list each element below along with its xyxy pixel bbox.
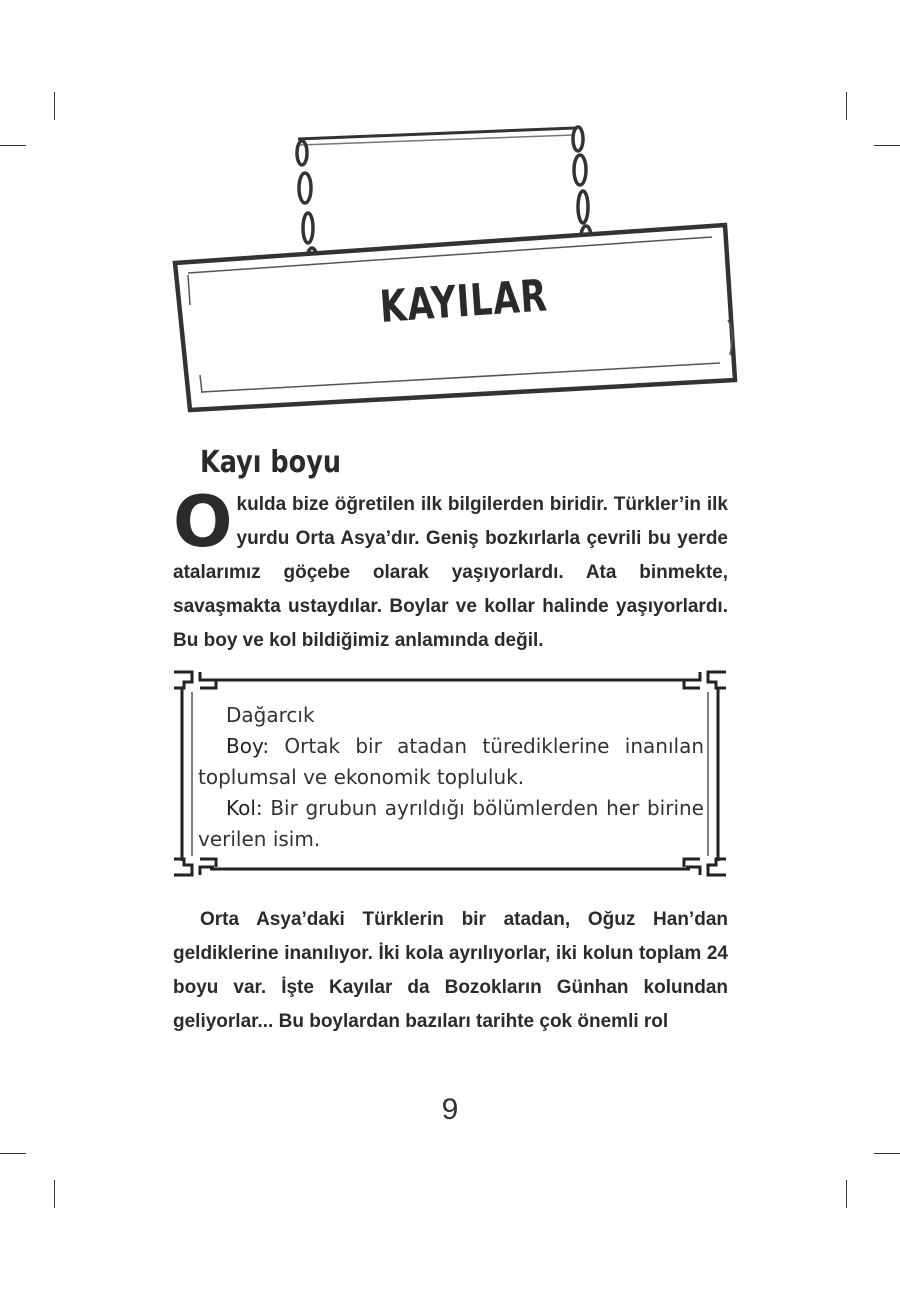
glossary-entry — [198, 793, 704, 855]
crop-mark — [846, 1180, 847, 1208]
intro-paragraph — [173, 481, 728, 658]
crop-mark — [0, 1153, 26, 1154]
glossary-term: Boy: — [226, 734, 270, 758]
page-number: 9 — [441, 1093, 459, 1126]
glossary-definition: Bir grubun ayrıldığı bölümlerden her birine verilen isim. — [198, 796, 704, 851]
glossary-box — [198, 700, 704, 855]
hanging-sign-illustration — [160, 115, 750, 420]
glossary-definition: Ortak bir atadan türediklerine inanılan toplumsal ve ekonomik topluluk. — [198, 734, 704, 789]
body-paragraph: Orta Asya’daki Türklerin bir atadan, Oğuz Han’dan geldiklerine inanılıyor. İki kola ayrılıyorlar, iki kolun toplam 24 boyu var. İşte Kayılar da Bozokların Günhan kolundan geliyorlar... Bu boylardan bazıları tarihte çok önemli rol — [173, 909, 728, 1032]
drop-cap: O — [173, 481, 233, 563]
glossary-heading: Dağarcık — [226, 703, 315, 727]
crop-mark — [874, 1153, 900, 1154]
intro-paragraph-text: kulda bize öğretilen ilk bilgilerden biridir. Türkler’in ilk yurdu Orta Asya’dır. Geniş bozkırlarla çevrili bu yerde atalarımız göçebe olarak yaşıyorlardı. Ata binmekte, savaşmakta ustaydılar. Boylar ve kollar halinde yaşıyorlardı. Bu boy ve kol bildiğimiz anlamında değil. — [173, 494, 728, 651]
crop-mark — [846, 92, 847, 120]
crop-mark — [54, 92, 55, 120]
glossary-entry — [198, 731, 704, 793]
section-title: Kayı boyu — [200, 445, 341, 480]
crop-mark — [874, 145, 900, 146]
crop-mark — [0, 145, 26, 146]
glossary-term: Kol: — [226, 796, 263, 820]
chapter-title: KAYILAR — [378, 270, 550, 333]
crop-mark — [54, 1180, 55, 1208]
